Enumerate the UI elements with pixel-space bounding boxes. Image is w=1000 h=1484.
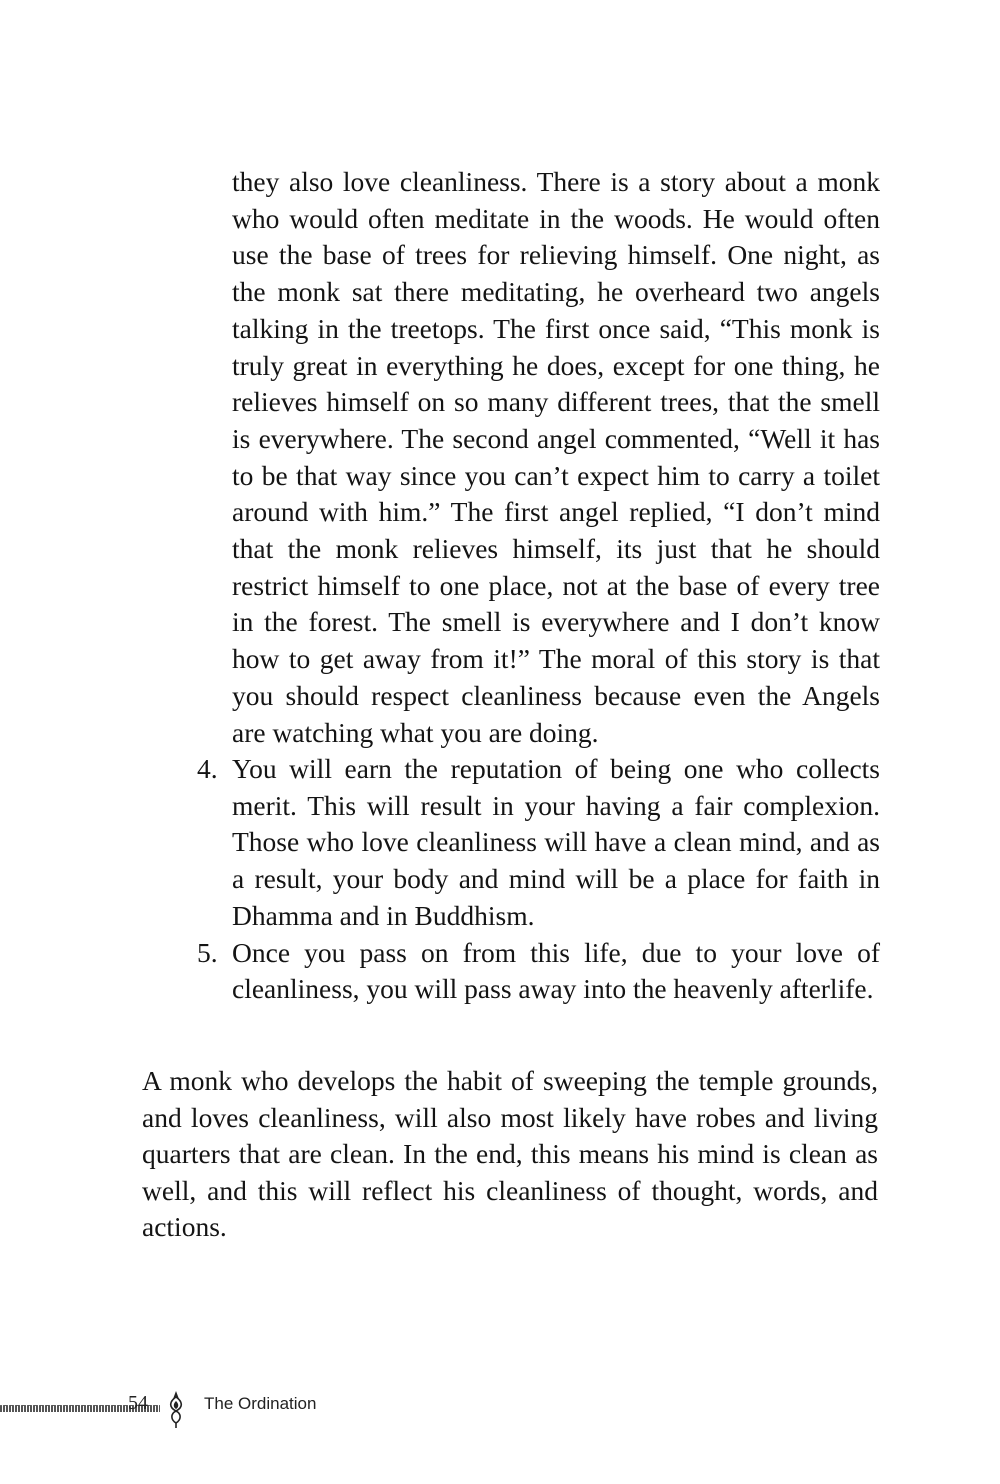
list-item-number: 4.	[197, 753, 218, 784]
list-item	[197, 935, 880, 1008]
list-item	[197, 751, 880, 935]
list-item-number: 5.	[197, 936, 218, 968]
running-title: The Ordination	[204, 1394, 317, 1413]
page-footer	[0, 1388, 420, 1428]
lotus-ornament-icon	[166, 1389, 186, 1429]
list-item-text: You will earn the reputation of being one who collects merit. This will result in your having a fair complexion. Those who love cleanliness will have a clean mind, and as a result, your body and mind will be a place for faith in Dhamma and in Buddhism.	[232, 753, 880, 931]
numbered-list	[197, 751, 880, 1008]
continued-paragraph: they also love cleanliness. There is a story about a monk who would often meditate in the woods. He would often use the base of trees for relieving himself. One night, as the monk sat there meditating, he overheard two angels talking in the treetops. The first once said, “This monk is truly great in everything he does, except for one thing, he relieves himself on so many different trees, that the smell is everywhere. The second angel commented, “Well it has to be that way since you can’t expect him to carry a toilet around with him.” The first angel replied, “I don’t mind that the monk relieves himself, its just that he should restrict himself to one place, not at the base of every tree in the forest. The smell is everywhere and I don’t know how to get away from it!” The moral of this story is that you should respect cleanliness because even the Angels are watching what you are doing.	[232, 166, 880, 748]
list-item-text: Once you pass on from this life, due to your love of cleanliness, you will pass away into the heavenly afterlife.	[232, 936, 880, 1005]
page-number: 54	[128, 1392, 148, 1414]
closing-paragraph: A monk who develops the habit of sweeping the temple grounds, and loves cleanliness, will also most likely have robes and living quarters that are clean. In the end, this means his mind is clean as well, and this will reflect his cleanliness of thought, words, and actions.	[142, 1065, 878, 1242]
